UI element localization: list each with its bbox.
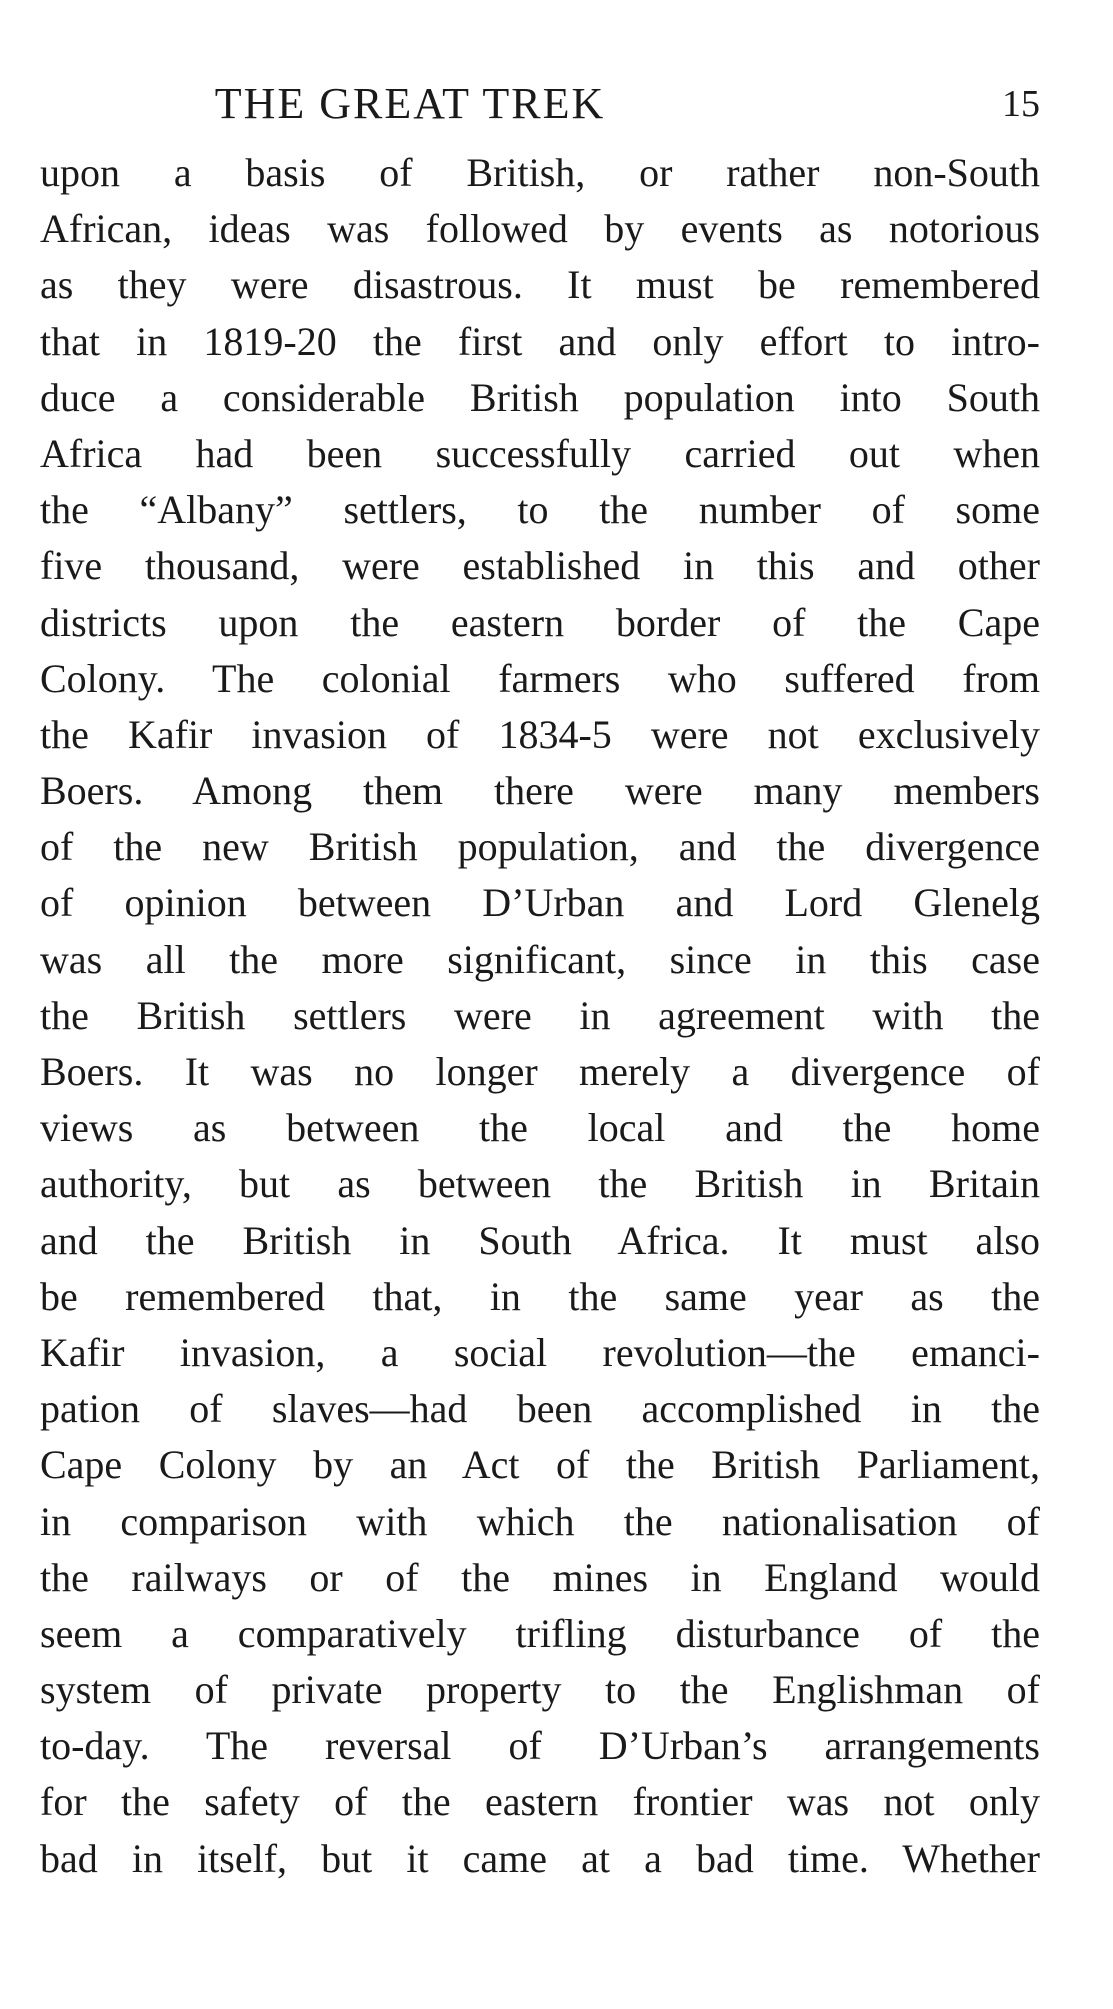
text-line: duce a considerable British population into South bbox=[40, 374, 1040, 420]
text-line: in comparison with which the nationalisation of bbox=[40, 1498, 1040, 1544]
text-line: Colony. The colonial farmers who suffered from bbox=[40, 655, 1040, 701]
text-line: African, ideas was followed by events as notorious bbox=[40, 206, 1040, 252]
text-line: of opinion between D’Urban and Lord Glenelg bbox=[40, 880, 1040, 926]
text-line: system of private property to the Englishman of bbox=[40, 1667, 1040, 1713]
text-line: Boers. Among them there were many members bbox=[40, 768, 1040, 814]
text-line: the railways or of the mines in England would bbox=[40, 1554, 1040, 1600]
running-title: THE GREAT TREK bbox=[214, 79, 606, 128]
body-text bbox=[40, 145, 1040, 1887]
text-line: districts upon the eastern border of the Cape bbox=[40, 599, 1040, 645]
text-line: be remembered that, in the same year as the bbox=[40, 1273, 1040, 1319]
text-line: views as between the local and the home bbox=[40, 1105, 1040, 1151]
page-number: 15 bbox=[1002, 83, 1040, 125]
text-line: seem a comparatively trifling disturbance of the bbox=[40, 1610, 1040, 1656]
text-line: the Kafir invasion of 1834-5 were not exclusively bbox=[40, 711, 1040, 757]
text-line: Kafir invasion, a social revolution—the emanci- bbox=[40, 1329, 1040, 1375]
text-line: to-day. The reversal of D’Urban’s arrangements bbox=[40, 1723, 1040, 1769]
text-line: bad in itself, but it came at a bad time. Whether bbox=[40, 1835, 1040, 1881]
text-line: authority, but as between the British in Britain bbox=[40, 1161, 1040, 1207]
running-head bbox=[40, 74, 1040, 134]
text-line: pation of slaves—had been accomplished in the bbox=[40, 1386, 1040, 1432]
text-line: Cape Colony by an Act of the British Parliament, bbox=[40, 1442, 1040, 1488]
text-line: five thousand, were established in this and other bbox=[40, 543, 1040, 589]
text-line: was all the more significant, since in this case bbox=[40, 936, 1040, 982]
text-line: of the new British population, and the divergence bbox=[40, 824, 1040, 870]
text-line: Boers. It was no longer merely a divergence of bbox=[40, 1049, 1040, 1094]
text-line: the “Albany” settlers, to the number of some bbox=[40, 487, 1040, 533]
text-line: the British settlers were in agreement with the bbox=[40, 992, 1040, 1038]
text-line: that in 1819-20 the first and only effort to intro- bbox=[40, 318, 1040, 364]
text-line: and the British in South Africa. It must also bbox=[40, 1217, 1040, 1263]
text-line: for the safety of the eastern frontier was not only bbox=[40, 1779, 1040, 1825]
text-line: Africa had been successfully carried out when bbox=[40, 430, 1040, 476]
text-line: upon a basis of British, or rather non-South bbox=[40, 150, 1040, 195]
text-line: as they were disastrous. It must be remembered bbox=[40, 262, 1040, 308]
